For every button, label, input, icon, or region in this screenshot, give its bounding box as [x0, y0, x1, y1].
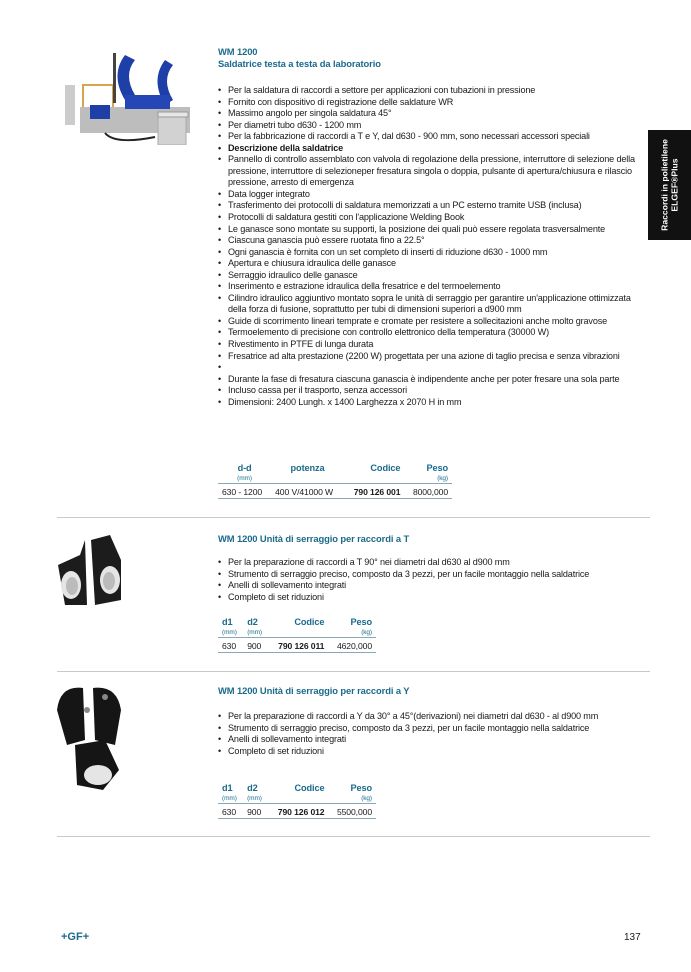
feature-item: • Fornito con dispositivo di registrazione delle saldature WR	[218, 97, 648, 109]
col-header: potenza	[290, 463, 325, 473]
feature-item: • Guide di scorrimento lineari temprate e cromate per resistere a sollecitazioni anche molto gravose	[218, 316, 648, 328]
feature-item: • Anelli di sollevamento integrati	[218, 580, 648, 592]
section-1-spec-table	[218, 463, 452, 499]
cell-code: 790 126 001	[344, 484, 404, 499]
cell-dd: 630 - 1200	[218, 484, 271, 499]
divider	[57, 836, 650, 837]
feature-item: • Strumento di serraggio preciso, composto da 3 pezzi, per un facile montaggio nella saldatrice	[218, 723, 648, 735]
section-1-title	[218, 46, 381, 70]
feature-item: • Durante la fase di fresatura ciascuna ganascia è indipendente anche per poter fresare una sola parte	[218, 374, 648, 386]
col-header: Codice	[294, 617, 325, 627]
col-unit: (mm)	[218, 628, 243, 638]
feature-item: • Termoelemento di precisione con controllo elettronico della temperatura (30000 W)	[218, 327, 648, 339]
cell-d1: 630	[218, 804, 243, 819]
table-row	[218, 804, 376, 819]
t-clamp-unit-image	[55, 530, 125, 615]
feature-item: • Per la preparazione di raccordi a T 90° nei diametri dal d630 al d900 mm	[218, 557, 648, 569]
section-3-title: WM 1200 Unità di serraggio per raccordi a Y	[218, 685, 410, 696]
divider	[57, 517, 650, 518]
col-unit: (mm)	[218, 474, 271, 484]
cell-weight: 4620,000	[328, 638, 376, 653]
cell-weight: 8000,000	[404, 484, 452, 499]
cell-weight: 5500,000	[329, 804, 377, 819]
feature-item: • Trasferimento dei protocolli di saldatura memorizzati a un PC esterno tramite USB (inclusa)	[218, 200, 648, 212]
divider	[57, 671, 650, 672]
feature-item: • Incluso cassa per il trasporto, senza accessori	[218, 385, 648, 397]
col-header: Codice	[370, 463, 401, 473]
feature-item: • Dimensioni: 2400 Lungh. x 1400 Larghezza x 2070 H in mm	[218, 397, 648, 409]
feature-item: • Ciascuna ganascia può essere ruotata fino a 22.5°	[218, 235, 648, 247]
col-unit: (mm)	[243, 794, 268, 804]
feature-item: • Serraggio idraulico delle ganasce	[218, 270, 648, 282]
section-side-tab	[648, 130, 691, 240]
feature-item: • Per la saldatura di raccordi a settore per applicazioni con tubazioni in pressione	[218, 85, 648, 97]
col-header: Codice	[294, 783, 325, 793]
section-2-features	[218, 557, 648, 603]
feature-item: • Rivestimento in PTFE di lunga durata	[218, 339, 648, 351]
col-unit: (kg)	[329, 794, 377, 804]
feature-item: • Ogni ganascia è fornita con un set completo di inserti di riduzione d630 - 1000 mm	[218, 247, 648, 259]
col-header: d2	[247, 783, 258, 793]
col-unit: (kg)	[328, 628, 376, 638]
feature-item: • Anelli di sollevamento integrati	[218, 734, 648, 746]
feature-item: • Data logger integrato	[218, 189, 648, 201]
feature-item: • Protocolli di saldatura gestiti con l'applicazione Welding Book	[218, 212, 648, 224]
page-number: 137	[624, 932, 641, 943]
col-unit: (kg)	[404, 474, 452, 484]
feature-item: • Apertura e chiusura idraulica delle ganasce	[218, 258, 648, 270]
feature-item: • Completo di set riduzioni	[218, 592, 648, 604]
feature-item: • Le ganasce sono montate su supporti, la posizione dei quali può essere regolata trasversalmente	[218, 224, 648, 236]
y-clamp-unit-image	[55, 685, 125, 795]
cell-code: 790 126 011	[268, 638, 328, 653]
col-header: Peso	[426, 463, 448, 473]
feature-item: • Completo di set riduzioni	[218, 746, 648, 758]
feature-item: • Descrizione della saldatrice	[218, 143, 648, 155]
col-header: Peso	[350, 617, 372, 627]
section-3-features	[218, 711, 648, 757]
product-name: WM 1200	[218, 46, 258, 57]
cell-d2: 900	[243, 638, 268, 653]
col-header: d-d	[237, 463, 252, 473]
feature-item: • Cilindro idraulico aggiuntivo montato sopra le unità di serraggio per garantire un'applicazione ottimizzata della forza di fusione, soprattutto per tubi di dimensioni superiori a d900 mm	[218, 293, 648, 316]
welding-machine-image	[55, 45, 195, 145]
col-unit: (mm)	[243, 628, 268, 638]
section-2-title: WM 1200 Unità di serraggio per raccordi a T	[218, 533, 410, 544]
cell-d2: 900	[243, 804, 268, 819]
col-header: d2	[247, 617, 258, 627]
feature-item: • Per la fabbricazione di raccordi a T e Y, dal d630 - 900 mm, sono necessari accessori speciali	[218, 131, 648, 143]
table-row	[218, 484, 452, 499]
col-header: Peso	[350, 783, 372, 793]
feature-item: • Pannello di controllo assemblato con valvola di regolazione della pressione, interruttore di selezione della pressione, interruttore di selezioneper fresatura singola o doppia, pulsante di apertura/chiusura e rilascio pressione, arresto di emergenza	[218, 154, 648, 189]
section-3-spec-table	[218, 783, 376, 819]
feature-item: • Fresatrice ad alta prestazione (2200 W) progettata per una azione di taglio precisa e senza vibrazioni	[218, 351, 648, 363]
col-header: d1	[222, 783, 233, 793]
feature-item: • Massimo angolo per singola saldatura 45°	[218, 108, 648, 120]
cell-power: 400 V/41000 W	[271, 484, 344, 499]
gf-logo: +GF+	[61, 931, 90, 943]
feature-item: • Inserimento e estrazione idraulica della fresatrice e del termoelemento	[218, 281, 648, 293]
feature-item: • Strumento di serraggio preciso, composto da 3 pezzi, per un facile montaggio nella saldatrice	[218, 569, 648, 581]
feature-item	[218, 362, 648, 374]
col-header: d1	[222, 617, 233, 627]
section-1-features	[218, 85, 648, 408]
product-subtitle: Saldatrice testa a testa da laboratorio	[218, 58, 381, 69]
table-row	[218, 638, 376, 653]
side-tab-line2: ELGEF®Plus	[668, 158, 679, 212]
side-tab-line1: Raccordi in polietilene	[659, 139, 669, 231]
feature-item: • Per diametri tubo d630 - 1200 mm	[218, 120, 648, 132]
section-2-spec-table	[218, 617, 376, 653]
cell-d1: 630	[218, 638, 243, 653]
cell-code: 790 126 012	[268, 804, 328, 819]
feature-item: • Per la preparazione di raccordi a Y da 30° a 45°(derivazioni) nei diametri dal d630 - al d900 mm	[218, 711, 648, 723]
col-unit: (mm)	[218, 794, 243, 804]
